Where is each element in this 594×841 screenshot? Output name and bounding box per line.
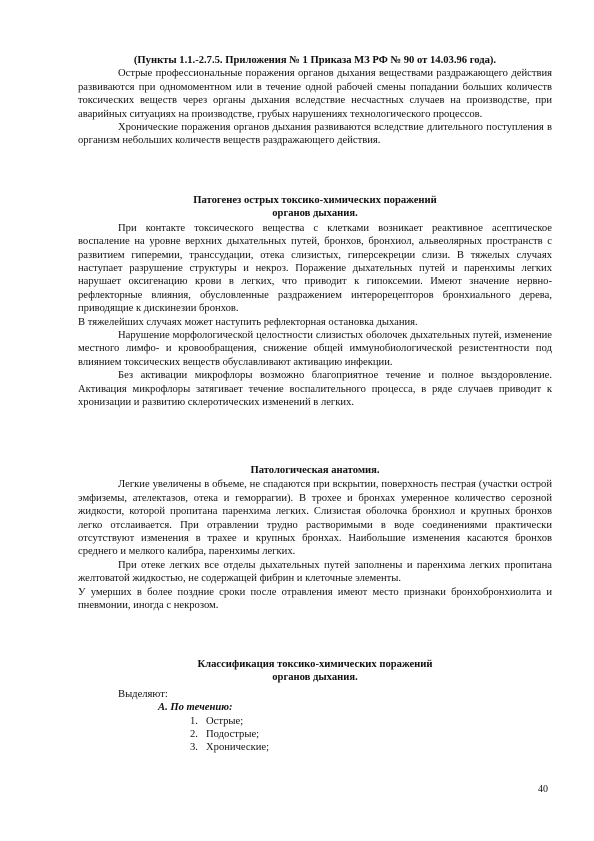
classification-subheading: А. По течению: bbox=[158, 702, 233, 714]
list-item bbox=[190, 741, 552, 754]
pathogenesis-paragraph-4: Без активации микрофлоры возможно благоприятное течение и полное выздоровление. Активация микрофлоры затягивает течение воспалительного процесса, в ряде случаев приводит к хронизации и развитию склеротических изменений в легких. bbox=[78, 370, 552, 409]
anatomy-paragraph-2: При отеке легких все отделы дыхательных путей заполнены и паренхима легких пропитана желтоватой жидкостью, не содержащей фибрин и клеточные элементы. bbox=[78, 559, 552, 585]
intro-block bbox=[78, 54, 552, 148]
pathogenesis-title-line1: Патогенез острых токсико-химических поражений bbox=[193, 195, 437, 206]
pathogenesis-section bbox=[78, 194, 552, 410]
anatomy-title: Патологическая анатомия. bbox=[250, 465, 380, 476]
classification-list bbox=[78, 715, 552, 755]
pathogenesis-title-line2: органов дыхания. bbox=[272, 208, 358, 220]
classification-intro: Выделяют: bbox=[118, 688, 168, 700]
list-item-number: 2. bbox=[190, 729, 198, 741]
intro-paragraph-chronic: Хронические поражения органов дыхания развиваются вследствие длительного поступления в организм небольших количеств веществ раздражающего действия. bbox=[78, 122, 552, 147]
pathogenesis-title bbox=[78, 194, 552, 221]
pathogenesis-paragraph-3: Нарушение морфологической целостности слизистых оболочек дыхательных путей, изменение местного лимфо- и кровообращения, снижение общей иммунобиологической резистентности под влиянием токсических веществ обуславливают активацию инфекции. bbox=[78, 330, 552, 368]
classification-section bbox=[78, 658, 552, 755]
list-item-number: 3. bbox=[190, 742, 198, 754]
list-item-number: 1. bbox=[190, 715, 198, 727]
classification-title bbox=[78, 658, 552, 685]
list-item-text: Острые; bbox=[206, 715, 244, 727]
anatomy-section bbox=[78, 464, 552, 612]
intro-paragraph-acute: Острые профессиональные поражения органов дыхания веществами раздражающего действия развиваются при одномоментном или в течение одной рабочей смены попадании больших количеств токсических веществ через органы дыхания вследствие несчастных случаев на производстве, при аварийных ситуациях на производстве, грубых нарушениях технологического процессов. bbox=[78, 68, 552, 120]
order-reference-heading: (Пункты 1.1.-2.7.5. Приложения № 1 Приказа МЗ РФ № 90 от 14.03.96 года). bbox=[133, 55, 497, 66]
list-item-text: Хронические; bbox=[206, 742, 270, 754]
list-item-text: Подострые; bbox=[206, 729, 260, 741]
classification-title-line2: органов дыхания. bbox=[272, 672, 358, 684]
classification-title-line1: Классификация токсико-химических поражений bbox=[197, 659, 433, 670]
anatomy-paragraph-1: Легкие увеличены в объеме, не спадаются при вскрытии, поверхность пестрая (участки острой эмфиземы, ателектазов, отека и геморрагии). В трохее и бронхах умеренное количество серозной жидкости, которой пропитана паренхима легких. Слизистая оболочка бронхиол и крупных бронхов легко отслаивается. При отравлении трудно растворимыми в воде соединениями практически отсутствуют изменения в трахее и крупных бронхах. Наибольшие изменения касаются бронхов среднего и мелкого калибра, паренхимы легких. bbox=[78, 479, 552, 558]
pathogenesis-paragraph-2: В тяжелейших случаях может наступить рефлекторная остановка дыхания. bbox=[78, 316, 418, 328]
list-item bbox=[190, 715, 552, 728]
page-number: 40 bbox=[538, 784, 548, 795]
pathogenesis-paragraph-1: При контакте токсического вещества с клетками возникает реактивное асептическое воспаление на уровне верхних дыхательных путей, бронхов, бронхиол, альвеолярных пространств с развитием гиперемии, трансcудации, отека слизистых, гиперсекреции слизи. В тяжелых случаях наступает разрушение структуры и некроз. Поражение дыхательных путей и паренхимы легких нарушает оксигенацию крови в легких, что приводит к гипоксемии. Имеют значение нервно-рефлекторные влияния, обусловленные раздражением интерорецепторов бронхиального дерева, приводящие к дискинезии бронхов. bbox=[78, 222, 552, 315]
anatomy-paragraph-3: У умерших в более поздние сроки после отравления имеют место признаки бронхобронхиолита и пневмонии, иногда с некрозом. bbox=[78, 586, 552, 612]
list-item bbox=[190, 728, 552, 741]
